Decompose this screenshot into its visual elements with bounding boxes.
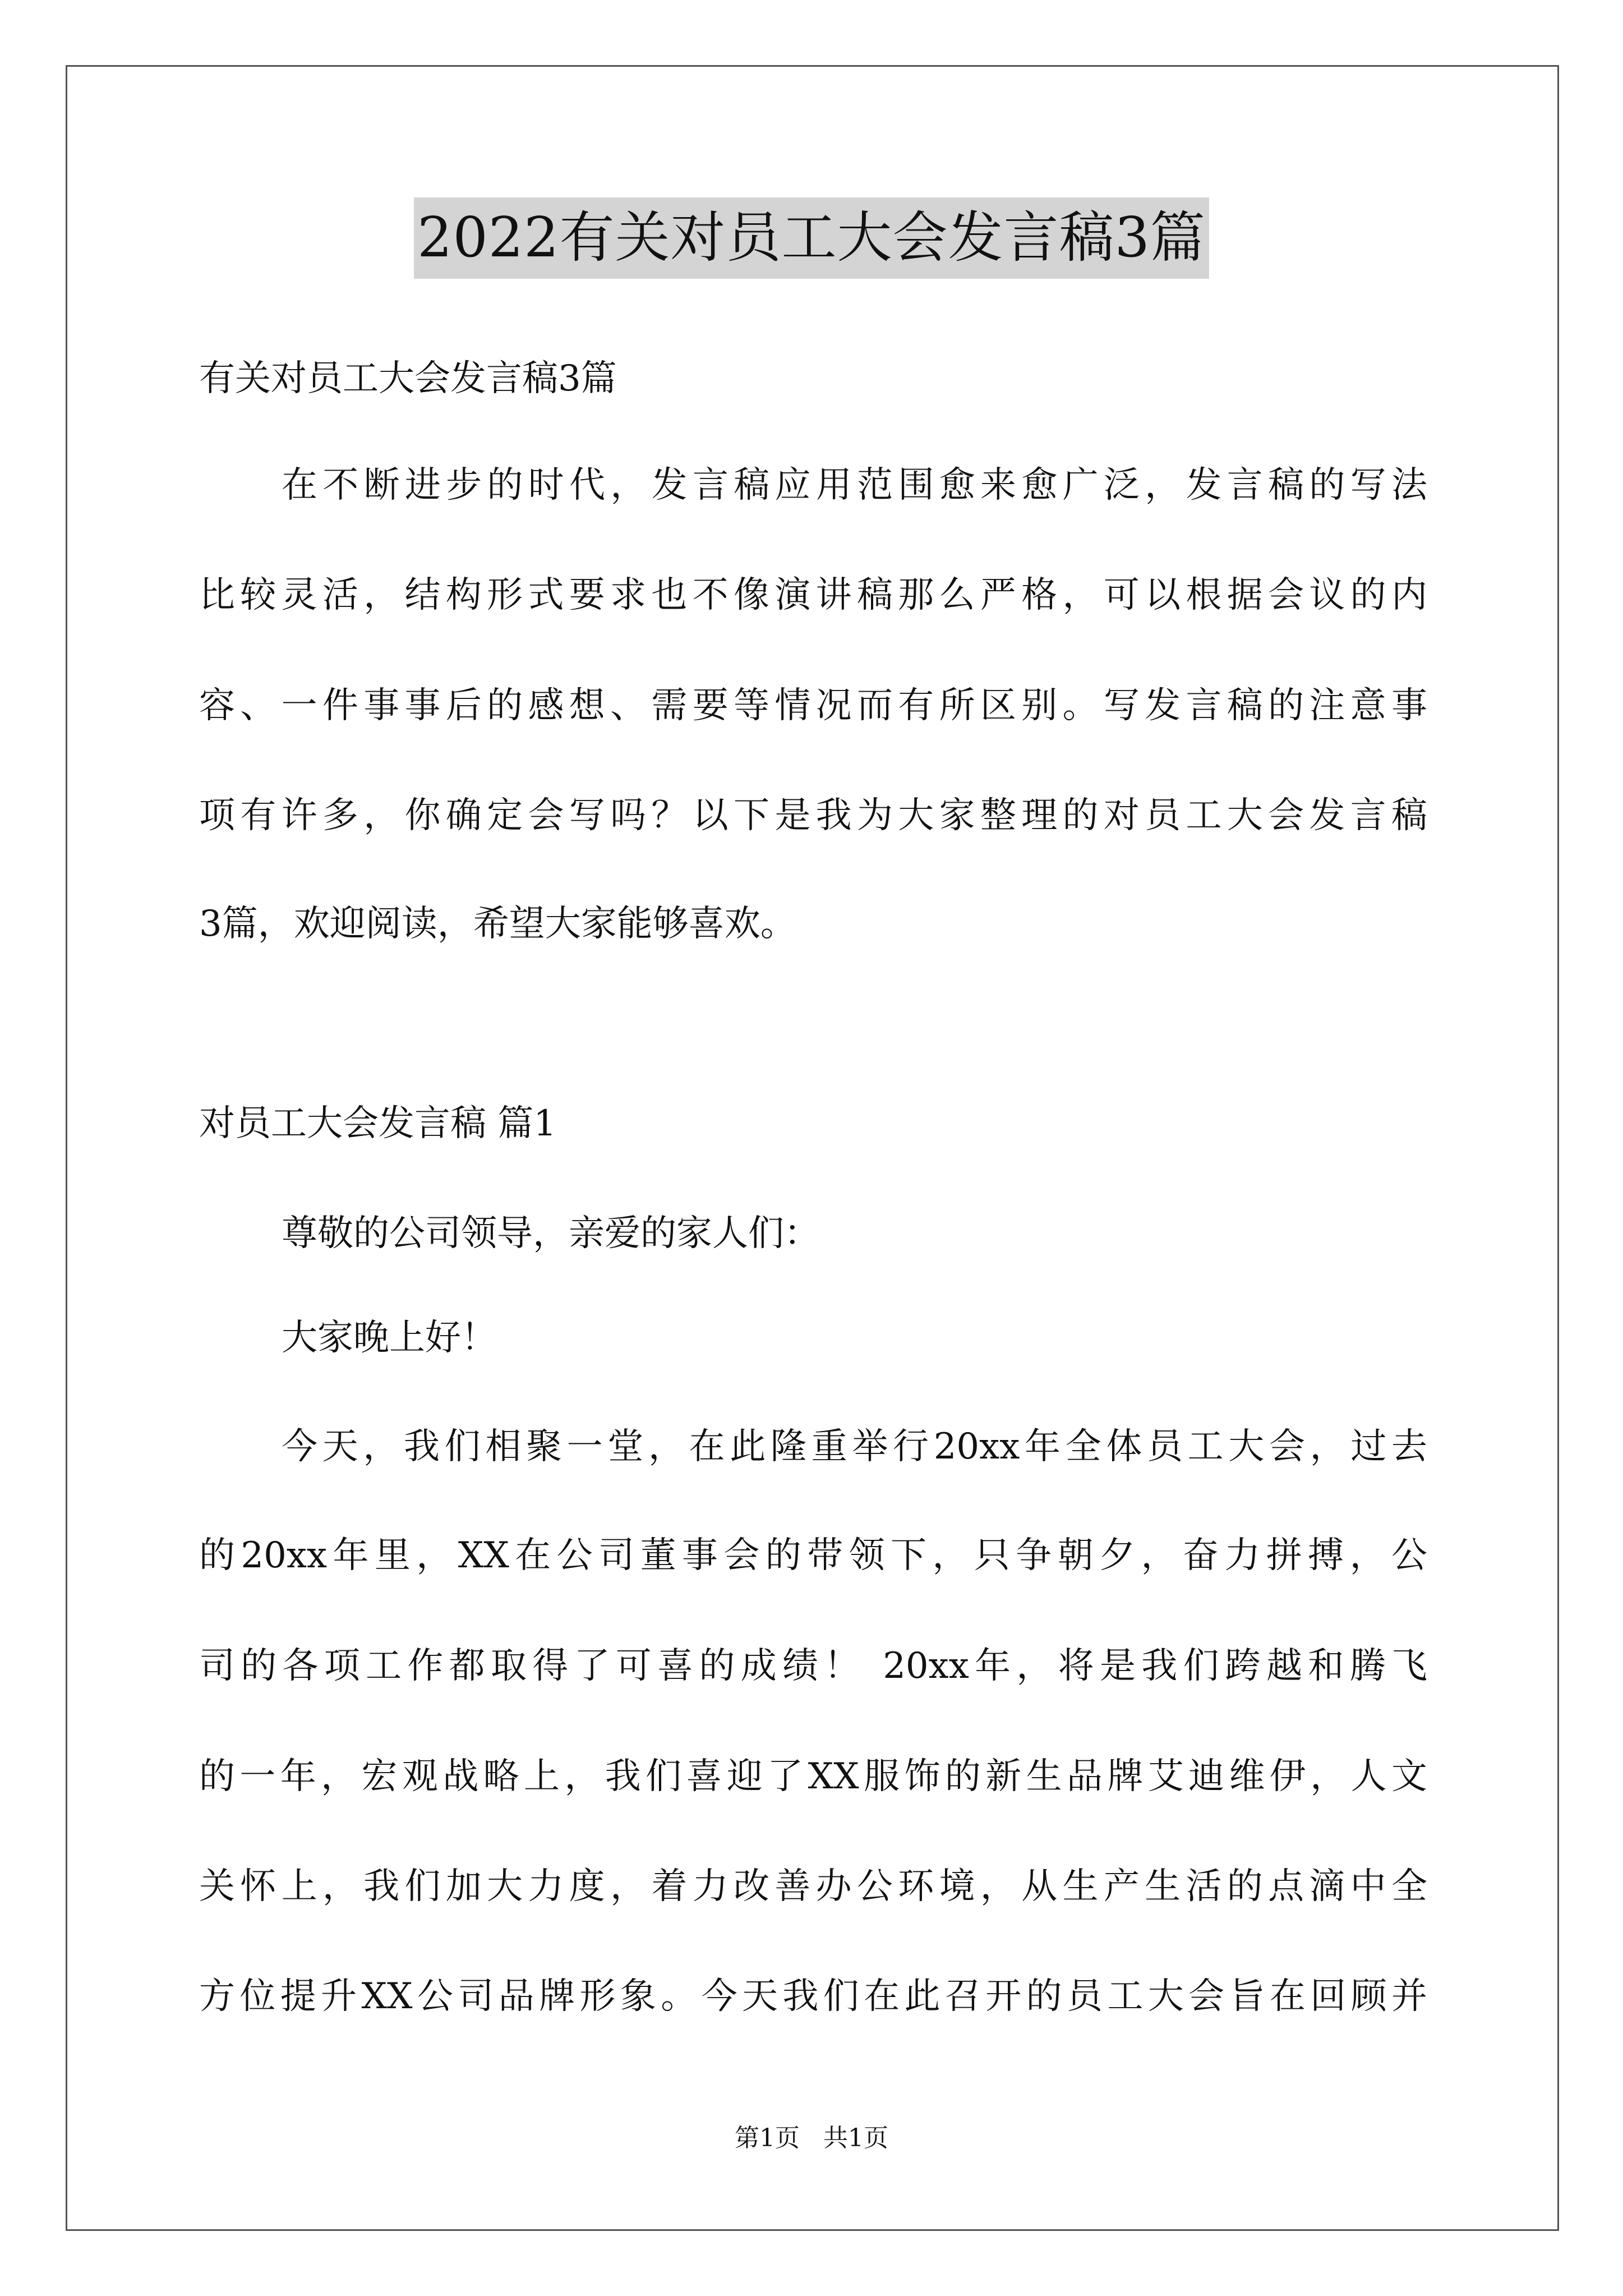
page-footer: 第1页 共1页 xyxy=(735,2124,888,2152)
body-line: 司的各项工作都取得了可喜的成绩！ 20xx年，将是我们跨越和腾飞 xyxy=(199,1645,1427,1687)
body-line: 的20xx年里，XX在公司董事会的带领下，只争朝夕，奋力拼搏，公 xyxy=(199,1535,1427,1576)
intro-line: 项有许多，你确定会写吗？以下是我为大家整理的对员工大会发言稿 xyxy=(199,795,1427,836)
body-line: 的一年，宏观战略上，我们喜迎了XX服饰的新生品牌艾迪维伊，人文 xyxy=(199,1756,1427,1797)
intro-line: 比较灵活，结构形式要求也不像演讲稿那么严格，可以根据会议的内 xyxy=(199,574,1427,616)
intro-line: 在不断进步的时代，发言稿应用范围愈来愈广泛，发言稿的写法 xyxy=(282,464,1427,506)
section-heading: 对员工大会发言稿 篇1 xyxy=(199,1103,557,1144)
body-line: 方位提升XX公司品牌形象。今天我们在此召开的员工大会旨在回顾并 xyxy=(199,1976,1427,2017)
body-line: 关怀上，我们加大力度，着力改善办公环境，从生产生活的点滴中全 xyxy=(199,1866,1427,1907)
intro-heading: 有关对员工大会发言稿3篇 xyxy=(199,358,617,399)
intro-line: 3篇，欢迎阅读，希望大家能够喜欢。 xyxy=(199,903,796,945)
document-title: 2022有关对员工大会发言稿3篇 xyxy=(414,197,1209,279)
document-title-container xyxy=(0,197,1623,279)
salutation: 尊敬的公司领导，亲爱的家人们： xyxy=(282,1213,820,1254)
intro-line: 容、一件事事后的感想、需要等情况而有所区别。写发言稿的注意事 xyxy=(199,685,1427,726)
greeting: 大家晚上好！ xyxy=(282,1317,497,1359)
body-line: 今天，我们相聚一堂，在此隆重举行20xx年全体员工大会，过去 xyxy=(282,1426,1427,1467)
